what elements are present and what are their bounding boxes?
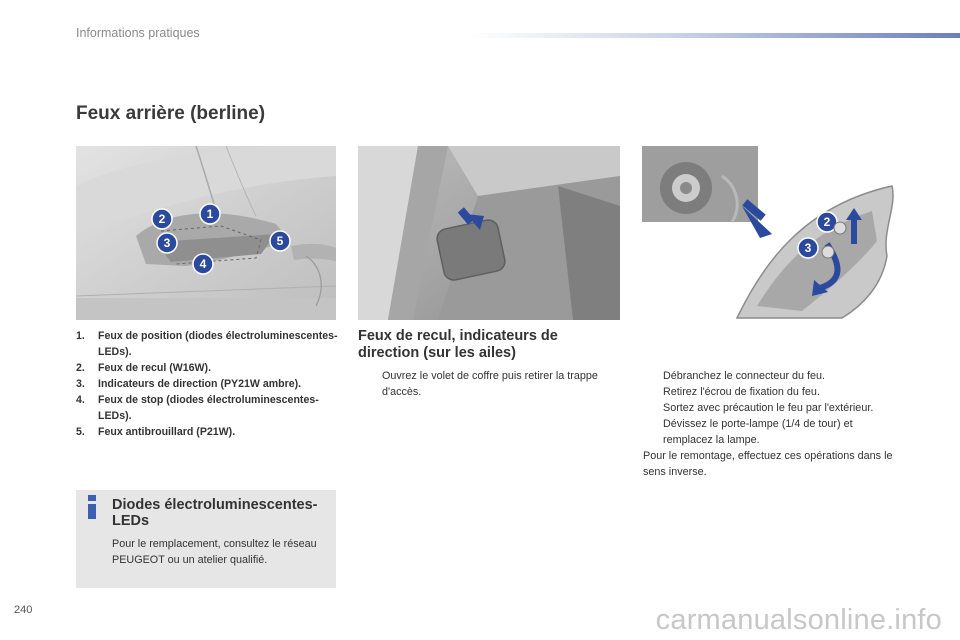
step-item	[643, 368, 893, 384]
legend-item	[76, 376, 346, 392]
page-title: Feux arrière (berline)	[76, 103, 266, 124]
rear-lights-photo	[76, 146, 336, 320]
lamp-callout-2-label: 2	[823, 215, 831, 229]
section3-steps	[643, 368, 893, 480]
step-text: Sortez avec précaution le feu par l'extérieur.	[663, 402, 874, 414]
bullet-box-icon	[362, 368, 382, 400]
reassembly-note: Pour le remontage, effectuez ces opérations dans le sens inverse.	[643, 450, 893, 478]
info-box-text: Pour le remplacement, consultez le réseau PEUGEOT ou un atelier qualifié.	[112, 538, 317, 566]
lamp-legend-list	[76, 328, 346, 440]
legend-text: Feux de stop (diodes électroluminescentes-LEDs).	[98, 394, 319, 422]
callout-3-label: 3	[163, 236, 171, 250]
info-box-title: Diodes électroluminescentes-LEDs	[112, 497, 318, 529]
legend-number: 5.	[76, 426, 85, 438]
lamp-callout-3-label: 3	[804, 241, 812, 255]
legend-number: 1.	[76, 330, 85, 342]
legend-item	[76, 424, 346, 440]
step-text: Ouvrez le volet de coffre puis retirer la trappe d'accès.	[382, 370, 598, 398]
legend-number: 3.	[76, 378, 85, 390]
callout-4-label: 4	[199, 257, 207, 271]
section2-steps	[362, 368, 602, 400]
legend-text: Feux de position (diodes électroluminescentes-LEDs).	[98, 330, 338, 358]
callout-1-label: 1	[206, 207, 214, 221]
boot-access-hatch-photo	[358, 146, 620, 320]
step-text: Dévissez le porte-lampe (1/4 de tour) et remplacez la lampe.	[663, 418, 853, 446]
step-item	[643, 400, 893, 416]
legend-number: 4.	[76, 394, 85, 406]
step-item	[362, 368, 602, 400]
bullet-box-icon	[643, 384, 663, 400]
legend-number: 2.	[76, 362, 85, 374]
info-icon	[85, 495, 99, 519]
legend-item	[76, 360, 346, 376]
legend-text: Feux de recul (W16W).	[98, 362, 212, 374]
step-item	[643, 416, 893, 448]
section-header: Informations pratiques	[76, 26, 200, 40]
legend-item	[76, 392, 346, 424]
callout-5-label: 5	[276, 234, 284, 248]
bullet-box-icon	[643, 368, 663, 384]
section-heading-reversing-indicators: Feux de recul, indicateurs de direction (sur les ailes)	[358, 328, 558, 361]
bullet-box-icon	[643, 416, 663, 448]
legend-text: Indicateurs de direction (PY21W ambre).	[98, 378, 302, 390]
watermark: carmanualsonline.info	[655, 604, 942, 636]
bullet-box-icon	[643, 400, 663, 416]
page-number: 240	[14, 604, 33, 616]
legend-item	[76, 328, 346, 360]
callout-2-label: 2	[158, 212, 166, 226]
step-item	[643, 384, 893, 400]
header-gradient-bar	[470, 33, 960, 38]
legend-text: Feux antibrouillard (P21W).	[98, 426, 236, 438]
tail-lamp-removal-photo	[642, 146, 904, 320]
step-text: Débranchez le connecteur du feu.	[663, 370, 826, 382]
step-text: Retirez l'écrou de fixation du feu.	[663, 386, 820, 398]
